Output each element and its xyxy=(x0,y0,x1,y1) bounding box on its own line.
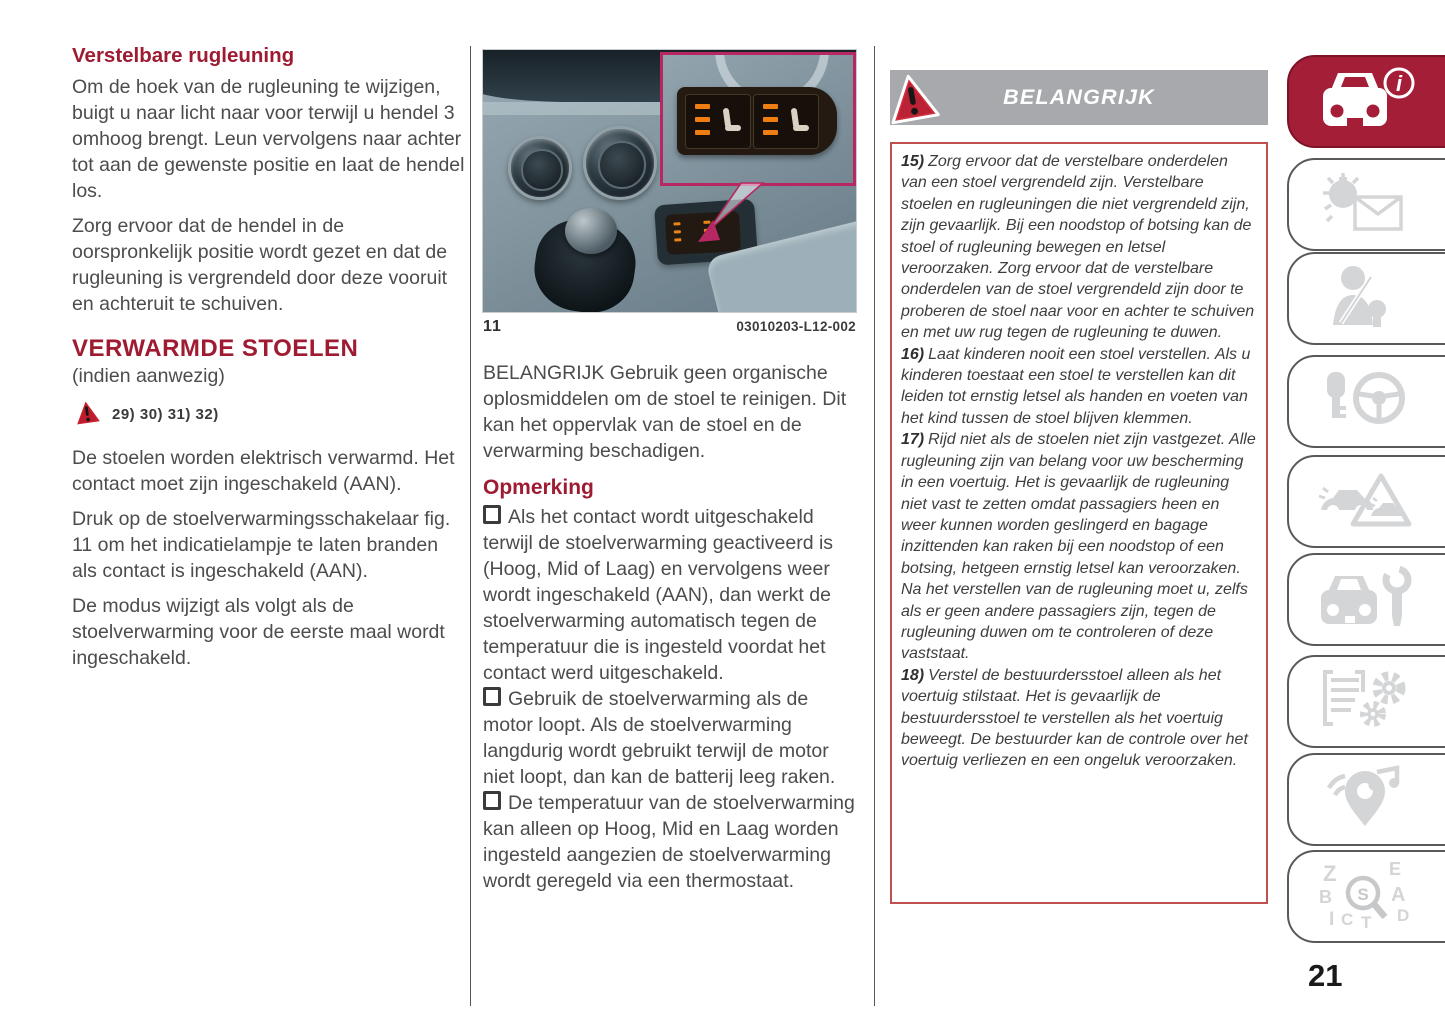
svg-text:D: D xyxy=(1397,906,1410,925)
car-wrench-maintenance-icon xyxy=(1315,564,1419,635)
warning-item: 15) Zorg ervoor dat de verstelbare onderdelen van een stoel vergrendeld zijn. Verstelbare stoelen en rugleuningen die niet vergrendeld zijn, zijn gevaarlijk. Bij een noodstop of botsing kan de stoel of rugleuning bewegen en letsel veroorzaken. Zorg ervoor dat de verstelbare onderdelen van de stoel vergrendeld zijn door te proberen de stoel naar voor en achter te schuiven en met uw rug tegen de rugleuning te duwen. xyxy=(901,153,1255,342)
note-bullet: Als het contact wordt uitgeschakeld terwijl de stoelverwarming geactiveerd is (Hoog, Mid of Laag) en vervolgens weer wordt ingeschakeld (AAN), dan werkt de stoelverwarming automatisch tegen de temperatuur die is ingesteld voordat het contact werd uitgeschakeld. xyxy=(483,506,834,684)
section-subtitle: (indien aanwezig) xyxy=(72,365,225,387)
warning-item: 17) Rijd niet als de stoelen niet zijn vastgezet. Alle rugleuning zijn van belang voor uw bescherming in een voertuig. Het is gevaarlijk de rugleuning niet vast te zetten omdat passagiers heen en weer kunnen worden geslingerd en bagage inzittenden kan raken bij een noodstop of een botsing, hetgeen ernstig letsel kan veroorzaken. Na het verstellen van de rugleuning moet u, zelfs als er geen andere passagiers zijn, tegen de rugleuning duwen om te controleren of deze vaststaat. xyxy=(901,431,1256,663)
figure-photo-dashboard xyxy=(483,50,856,312)
sidebar-tab-maintenance[interactable] xyxy=(1287,553,1445,646)
svg-text:B: B xyxy=(1319,887,1332,907)
paragraph: De modus wijzigt als volgt als de stoelverwarming voor de eerste maal wordt ingeschakeld. xyxy=(72,595,445,669)
sidebar-tab-multimedia[interactable] xyxy=(1287,753,1445,846)
svg-text:E: E xyxy=(1389,859,1402,879)
page-number: 21 xyxy=(1308,958,1343,993)
svg-text:I: I xyxy=(1329,909,1335,929)
column-divider xyxy=(874,46,875,1006)
figure-reference-code: 03010203-L12-002 xyxy=(736,319,856,334)
section-title-heated-seats: VERWARMDE STOELEN xyxy=(72,335,359,362)
svg-text:A: A xyxy=(1391,884,1406,906)
seatbelt-safety-icon xyxy=(1315,263,1419,334)
dashboard-lights-message-icon xyxy=(1315,169,1419,240)
svg-text:S: S xyxy=(1357,885,1369,904)
svg-text:i: i xyxy=(1395,71,1403,96)
square-bullet-icon xyxy=(483,791,501,810)
paragraph: Zorg ervoor dat de hendel in de oorspronkelijk positie wordt gezet en dat de rugleuning is vergrendeld door deze vooruit en achteruit te schuiven. xyxy=(72,215,448,315)
sidebar-tab-emergency[interactable] xyxy=(1287,455,1445,548)
specifications-gears-icon xyxy=(1315,666,1419,737)
warning-item: 16) Laat kinderen nooit een stoel verstellen. Als u kinderen toestaat een stoel te verstellen kan dit leiden tot ernstig letsel als handen en voeten van het kind tussen de stoel blijven klemmen. xyxy=(901,345,1251,427)
note-bullet: De temperatuur van de stoelverwarming kan alleen op Hoog, Mid en Laag worden ingesteld aangezien de stoelverwarming wordt geregeld via een thermostaat. xyxy=(483,792,855,892)
square-bullet-icon xyxy=(483,505,501,524)
sidebar-tab-technical-data[interactable] xyxy=(1287,655,1445,748)
figure-caption xyxy=(483,318,856,336)
sidebar-tab-safety[interactable] xyxy=(1287,252,1445,345)
figure-number: 11 xyxy=(483,318,502,335)
sidebar-tab-starting-driving[interactable] xyxy=(1287,355,1445,448)
warning-item: 18) Verstel de bestuurdersstoel alleen als het voertuig stilstaat. Het is gevaarlijk de bestuurdersstoel te verstellen als het voertuig beweegt. De bestuurder kan de controle over het voertuig verliezen en een ongeluk veroorzaken. xyxy=(901,666,1248,770)
key-steering-wheel-icon xyxy=(1315,366,1419,437)
note-bullet: Gebruik de stoelverwarming als de motor loopt. Als de stoelverwarming langdurig wordt gebruikt terwijl de motor niet loopt, dan kan de batterij leeg raken. xyxy=(483,688,836,788)
square-bullet-icon xyxy=(483,687,501,706)
multimedia-navigation-icon xyxy=(1315,764,1419,835)
left-column xyxy=(72,44,466,680)
important-warning-box xyxy=(890,142,1268,904)
paragraph: Om de hoek van de rugleuning te wijzigen, buigt u naar licht naar voor terwijl u hendel 3 omhoog brengt. Leun vervolgens naar achter tot aan de gewenste positie en laat de hendel los. xyxy=(72,76,465,202)
important-paragraph: BELANGRIJK Gebruik geen organische oplosmiddelen om de stoel te reinigen. Dit kan het oppervlak van de stoel en de verwarming beschadigen. xyxy=(483,362,847,462)
paragraph: De stoelen worden elektrisch verwarmd. Het contact moet zijn ingeschakeld (AAN). xyxy=(72,447,455,495)
emergency-warning-triangle-icon xyxy=(1315,466,1419,537)
note-title: Opmerking xyxy=(483,476,594,499)
warning-triangle-icon xyxy=(72,398,102,431)
important-header-bar xyxy=(890,70,1268,125)
paragraph: Druk op de stoelverwarmingsschakelaar fig. 11 om het indicatielampje te laten branden als contact is ingeschakeld (AAN). xyxy=(72,508,451,582)
callout-pointer xyxy=(483,50,856,312)
car-info-icon xyxy=(1315,66,1419,137)
warning-reference-numbers: 29) 30) 31) 32) xyxy=(112,406,219,423)
sidebar-tab-index[interactable] xyxy=(1287,850,1445,943)
warning-triangle-icon xyxy=(886,72,938,130)
important-header-label: BELANGRIJK xyxy=(1003,85,1155,109)
sidebar-tab-vehicle-info[interactable] xyxy=(1287,55,1445,148)
column-divider xyxy=(470,46,471,1006)
middle-column xyxy=(483,360,861,894)
svg-text:T: T xyxy=(1361,913,1372,929)
warning-references xyxy=(72,398,466,431)
svg-text:C: C xyxy=(1341,910,1354,929)
svg-text:Z: Z xyxy=(1323,861,1337,886)
sidebar-tab-dashboard-lights[interactable] xyxy=(1287,158,1445,251)
alphabetical-index-search-icon xyxy=(1315,859,1425,934)
section-title: Verstelbare rugleuning xyxy=(72,44,295,67)
